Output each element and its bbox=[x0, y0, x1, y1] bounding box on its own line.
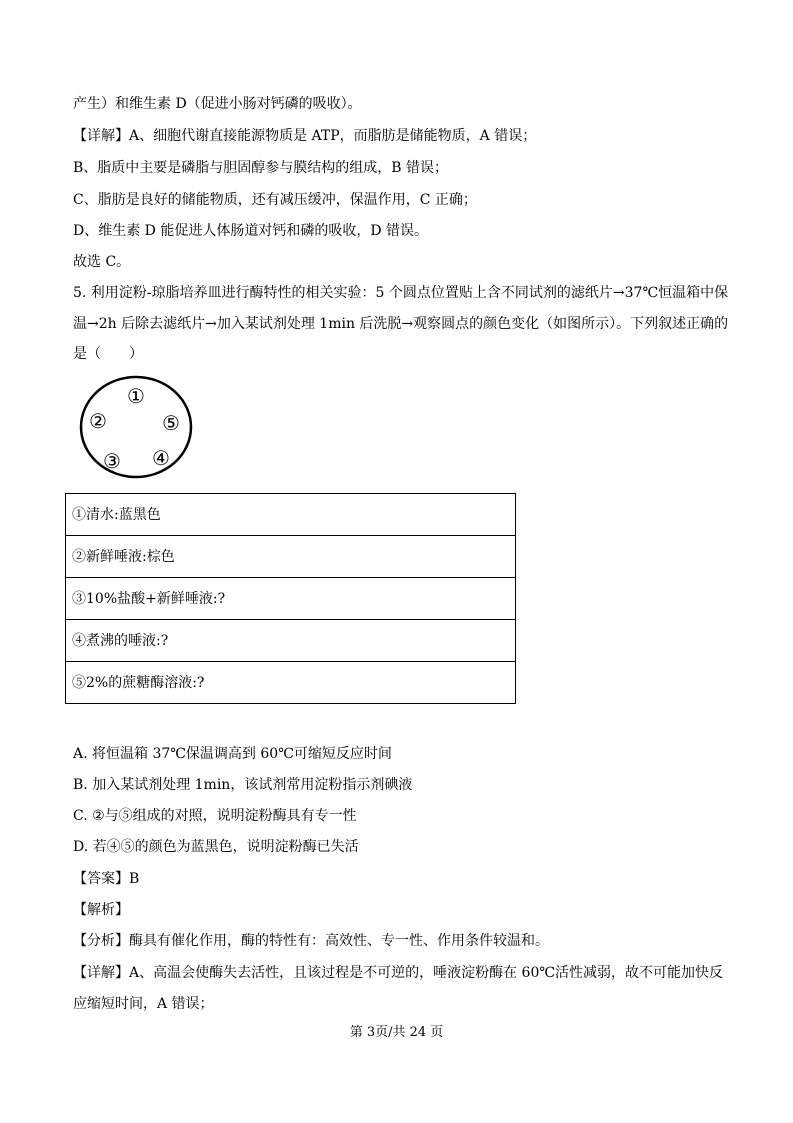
petri-dish-diagram bbox=[79, 375, 193, 479]
fenxi-line: 【分析】酶具有催化作用，酶的特性有：高效性、专一性、作用条件较温和。 bbox=[73, 933, 549, 949]
question-line-1: 5. 利用淀粉-琼脂培养皿进行酶特性的相关实验：5 个圆点位置贴上含不同试剂的滤纸片→37℃恒温箱中保 bbox=[73, 285, 729, 301]
answer-line: 【答案】B bbox=[73, 871, 140, 887]
text-line-2: 【详解】A、细胞代谢直接能源物质是 ATP，而脂肪是储能物质，A 错误； bbox=[73, 128, 537, 144]
table-cell: ②新鲜唾液:棕色 bbox=[66, 536, 516, 578]
plate-label-4: ④ bbox=[152, 446, 170, 470]
plate-label-3: ③ bbox=[103, 449, 121, 473]
text-line-3: B、脂质中主要是磷脂与胆固醇参与膜结构的组成，B 错误； bbox=[73, 160, 449, 176]
page-footer: 第 3页/共 24 页 bbox=[349, 1025, 444, 1040]
option-d: D. 若④⑤的颜色为蓝黑色，说明淀粉酶已失活 bbox=[73, 839, 359, 855]
option-b: B. 加入某试剂处理 1min，该试剂常用淀粉指示剂碘液 bbox=[73, 777, 413, 793]
table-row bbox=[66, 536, 516, 578]
xiangjie-line-1: 【详解】A、高温会使酶失去活性，且该过程是不可逆的，唾液淀粉酶在 60℃活性减弱，故不可能加快反 bbox=[73, 965, 724, 981]
table-row bbox=[66, 662, 516, 704]
plate-label-1: ① bbox=[127, 384, 145, 408]
results-table bbox=[65, 493, 516, 704]
xiangjie-line-2: 应缩短时间，A 错误； bbox=[73, 996, 214, 1012]
table-row bbox=[66, 620, 516, 662]
option-a: A. 将恒温箱 37℃保温调高到 60℃可缩短反应时间 bbox=[73, 746, 392, 762]
table-cell: ⑤2%的蔗糖酶溶液:? bbox=[66, 662, 516, 704]
table-cell: ③10%盐酸+新鲜唾液:? bbox=[66, 578, 516, 620]
plate-label-5: ⑤ bbox=[162, 411, 180, 435]
text-line-5: D、维生素 D 能促进人体肠道对钙和磷的吸收，D 错误。 bbox=[73, 223, 429, 239]
option-c: C. ②与⑤组成的对照，说明淀粉酶具有专一性 bbox=[73, 808, 357, 824]
table-row bbox=[66, 578, 516, 620]
plate-label-2: ② bbox=[89, 409, 107, 433]
table-cell: ④煮沸的唾液:? bbox=[66, 620, 516, 662]
table-cell: ①清水:蓝黑色 bbox=[66, 494, 516, 536]
question-line-3: 是（ ） bbox=[73, 346, 143, 362]
question-line-2: 温→2h 后除去滤纸片→加入某试剂处理 1min 后洗脱→观察圆点的颜色变化（如图所示）。下列叙述正确的 bbox=[73, 316, 729, 332]
analysis-heading: 【解析】 bbox=[73, 902, 129, 918]
table-row bbox=[66, 494, 516, 536]
text-line-4: C、脂肪是良好的储能物质，还有减压缓冲，保温作用，C 正确； bbox=[73, 192, 477, 208]
text-line-6: 故选 C。 bbox=[73, 254, 131, 270]
text-line-1: 产生）和维生素 D（促进小肠对钙磷的吸收）。 bbox=[73, 96, 362, 112]
